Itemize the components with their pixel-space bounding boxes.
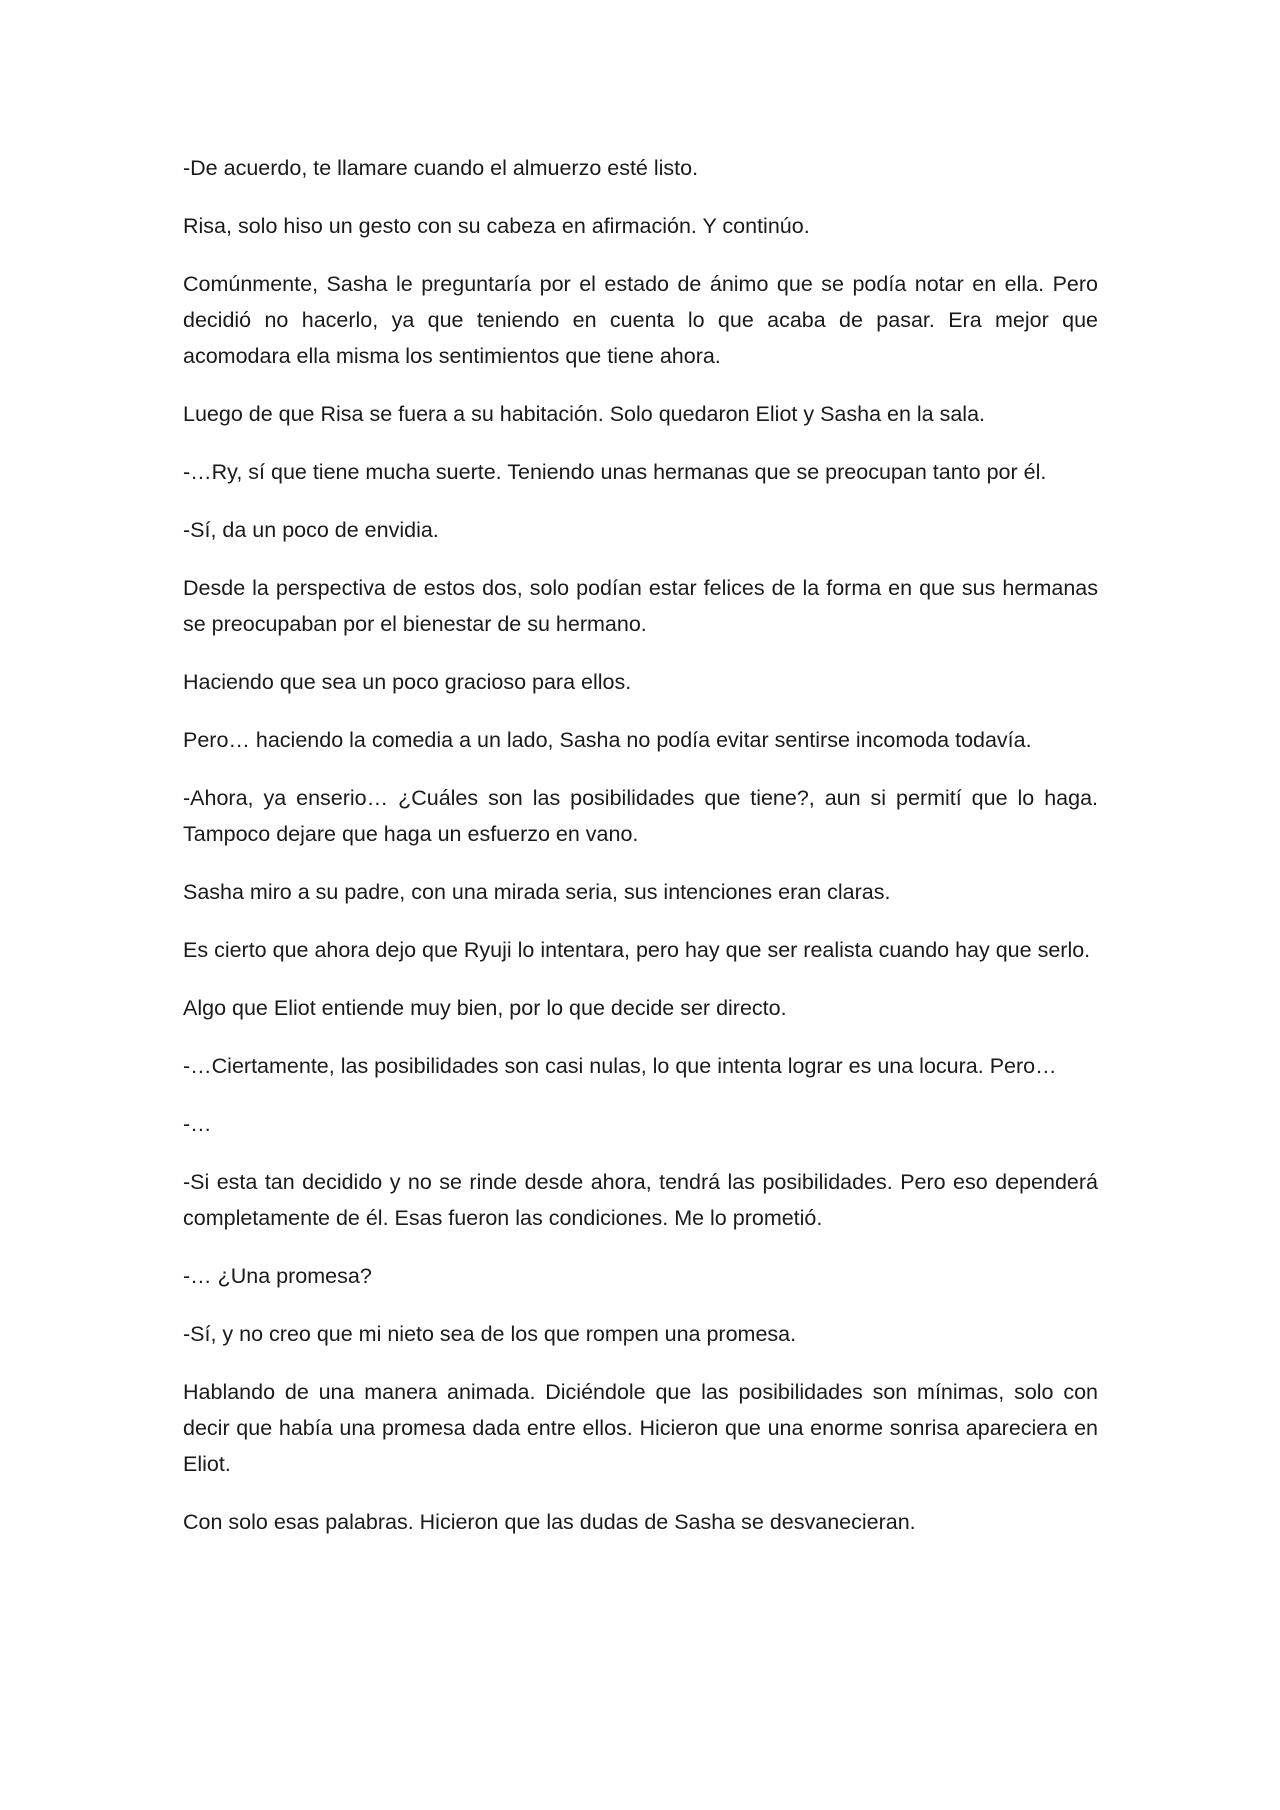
paragraph: -De acuerdo, te llamare cuando el almuerzo esté listo.	[183, 156, 699, 180]
paragraph: -…	[183, 1112, 212, 1136]
paragraph: -Sí, da un poco de envidia.	[183, 518, 439, 542]
paragraph: Algo que Eliot entiende muy bien, por lo que decide ser directo.	[183, 996, 787, 1020]
paragraph: Risa, solo hiso un gesto con su cabeza en afirmación. Y continúo.	[183, 214, 810, 238]
paragraph: Haciendo que sea un poco gracioso para ellos.	[183, 670, 632, 694]
paragraph: Hablando de una manera animada. Diciéndole que las posibilidades son mínimas, solo con decir que había una promesa dada entre ellos. Hicieron que una enorme sonrisa apareciera en Eliot.	[183, 1380, 1098, 1476]
paragraph: -Sí, y no creo que mi nieto sea de los que rompen una promesa.	[183, 1322, 797, 1346]
paragraph: Desde la perspectiva de estos dos, solo podían estar felices de la forma en que sus hermanas se preocupaban por el bienestar de su hermano.	[183, 576, 1098, 636]
paragraph: -Ahora, ya enserio… ¿Cuáles son las posibilidades que tiene?, aun si permití que lo haga. Tampoco dejare que haga un esfuerzo en vano.	[183, 786, 1098, 846]
document-body	[183, 150, 1098, 1562]
paragraph: -…Ciertamente, las posibilidades son casi nulas, lo que intenta lograr es una locura. Pero…	[183, 1054, 1057, 1078]
paragraph: Pero… haciendo la comedia a un lado, Sasha no podía evitar sentirse incomoda todavía.	[183, 728, 1032, 752]
paragraph: Sasha miro a su padre, con una mirada seria, sus intenciones eran claras.	[183, 880, 891, 904]
paragraph: Luego de que Risa se fuera a su habitación. Solo quedaron Eliot y Sasha en la sala.	[183, 402, 986, 426]
paragraph: Comúnmente, Sasha le preguntaría por el estado de ánimo que se podía notar en ella. Pero decidió no hacerlo, ya que teniendo en cuenta lo que acaba de pasar. Era mejor que acomodara ella misma los sentimientos que tiene ahora.	[183, 272, 1098, 368]
paragraph: -Si esta tan decidido y no se rinde desde ahora, tendrá las posibilidades. Pero eso dependerá completamente de él. Esas fueron las condiciones. Me lo prometió.	[183, 1170, 1098, 1230]
paragraph: Con solo esas palabras. Hicieron que las dudas de Sasha se desvanecieran.	[183, 1510, 916, 1534]
paragraph: -… ¿Una promesa?	[183, 1264, 372, 1288]
paragraph: Es cierto que ahora dejo que Ryuji lo intentara, pero hay que ser realista cuando hay que serlo.	[183, 938, 1091, 962]
paragraph: -…Ry, sí que tiene mucha suerte. Teniendo unas hermanas que se preocupan tanto por él.	[183, 460, 1047, 484]
